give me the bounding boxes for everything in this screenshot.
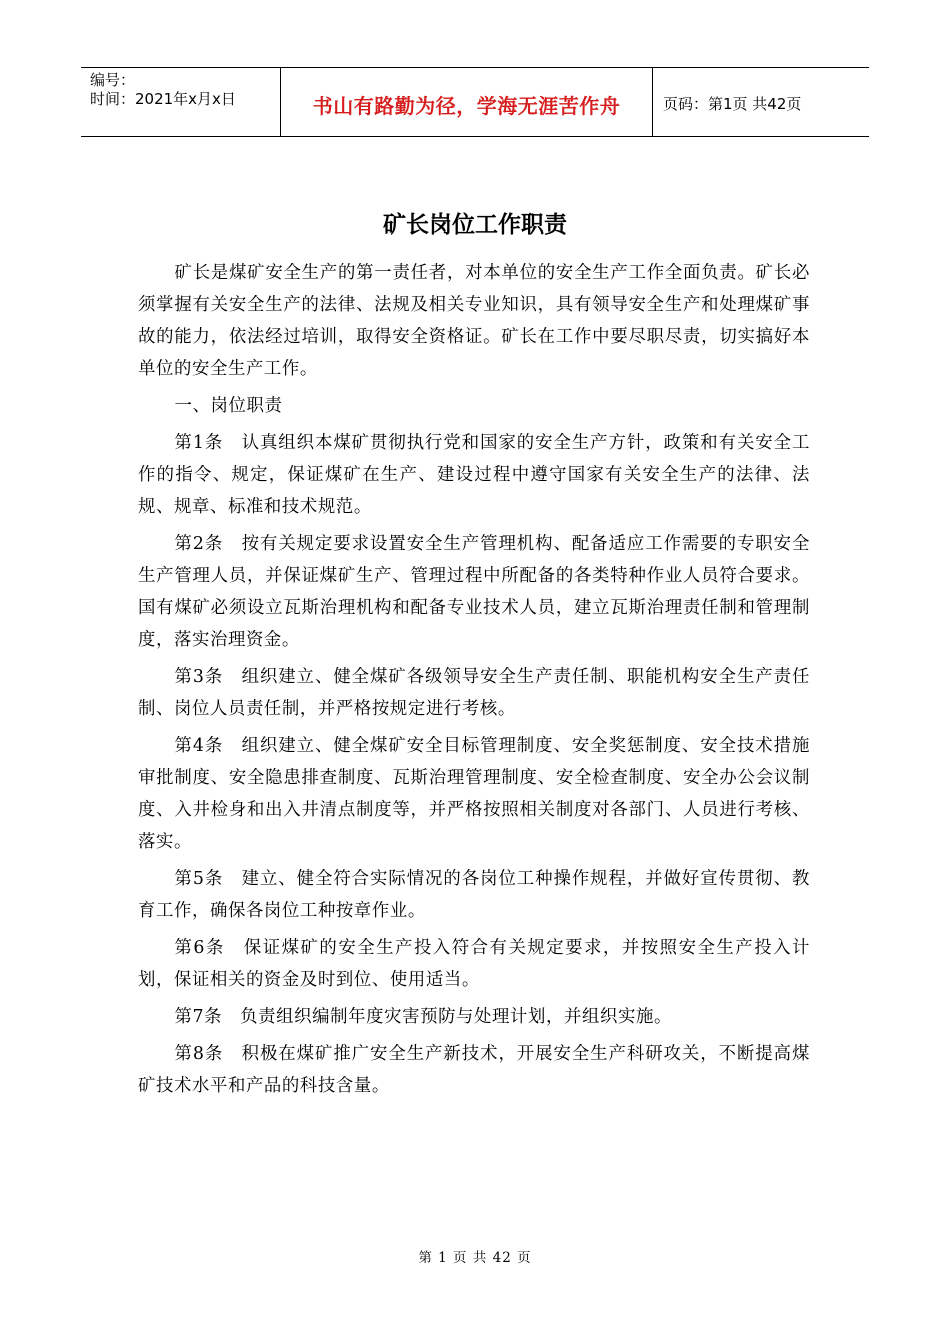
document-date-label: 时间：2021年x月x日 — [90, 90, 236, 108]
article-3: 第3条 组织建立、健全煤矿各级领导安全生产责任制、职能机构安全生产责任制、岗位人员责任制，并严格按规定进行考核。 — [138, 667, 810, 719]
article-8: 第8条 积极在煤矿推广安全生产新技术，开展安全生产科研攻关，不断提高煤矿技术水平和产品的科技含量。 — [138, 1044, 810, 1096]
document-body — [138, 257, 810, 1107]
header-page-info: 页码：第1页 共42页 — [663, 94, 802, 113]
header-meta-cell — [81, 68, 281, 136]
section-heading: 一、岗位职责 — [174, 396, 283, 416]
page-footer: 第 1 页 共 42 页 — [418, 1250, 532, 1266]
article-6: 第6条 保证煤矿的安全生产投入符合有关规定要求，并按照安全生产投入计划，保证相关的资金及时到位、使用适当。 — [138, 938, 810, 990]
intro-paragraph: 矿长是煤矿安全生产的第一责任者，对本单位的安全生产工作全面负责。矿长必须掌握有关安全生产的法律、法规及相关专业知识，具有领导安全生产和处理煤矿事故的能力，依法经过培训，取得安全资格证。矿长在工作中要尽职尽责，切实搞好本单位的安全生产工作。 — [138, 263, 810, 379]
article-7: 第7条 负责组织编制年度灾害预防与处理计划，并组织实施。 — [174, 1007, 672, 1027]
header-page-cell — [653, 68, 869, 136]
article-1: 第1条 认真组织本煤矿贯彻执行党和国家的安全生产方针，政策和有关安全工作的指令、规定，保证煤矿在生产、建设过程中遵守国家有关安全生产的法律、法规、规章、标准和技术规范。 — [138, 433, 810, 517]
document-number-label: 编号： — [90, 71, 136, 89]
article-2: 第2条 按有关规定要求设置安全生产管理机构、配备适应工作需要的专职安全生产管理人员，并保证煤矿生产、管理过程中所配备的各类特种作业人员符合要求。国有煤矿必须设立瓦斯治理机构和配备专业技术人员，建立瓦斯治理责任制和管理制度，落实治理资金。 — [138, 534, 810, 650]
header-motto: 书山有路勤为径，学海无涯苦作舟 — [312, 93, 621, 118]
document-title: 矿长岗位工作职责 — [383, 212, 567, 238]
document-header — [81, 67, 869, 137]
article-4: 第4条 组织建立、健全煤矿安全目标管理制度、安全奖惩制度、安全技术措施审批制度、安全隐患排查制度、瓦斯治理管理制度、安全检查制度、安全办公会议制度、入井检身和出入井清点制度等，并严格按照相关制度对各部门、人员进行考核、落实。 — [138, 736, 810, 852]
article-5: 第5条 建立、健全符合实际情况的各岗位工种操作规程，并做好宣传贯彻、教育工作，确保各岗位工种按章作业。 — [138, 869, 810, 921]
header-motto-cell — [281, 68, 653, 136]
